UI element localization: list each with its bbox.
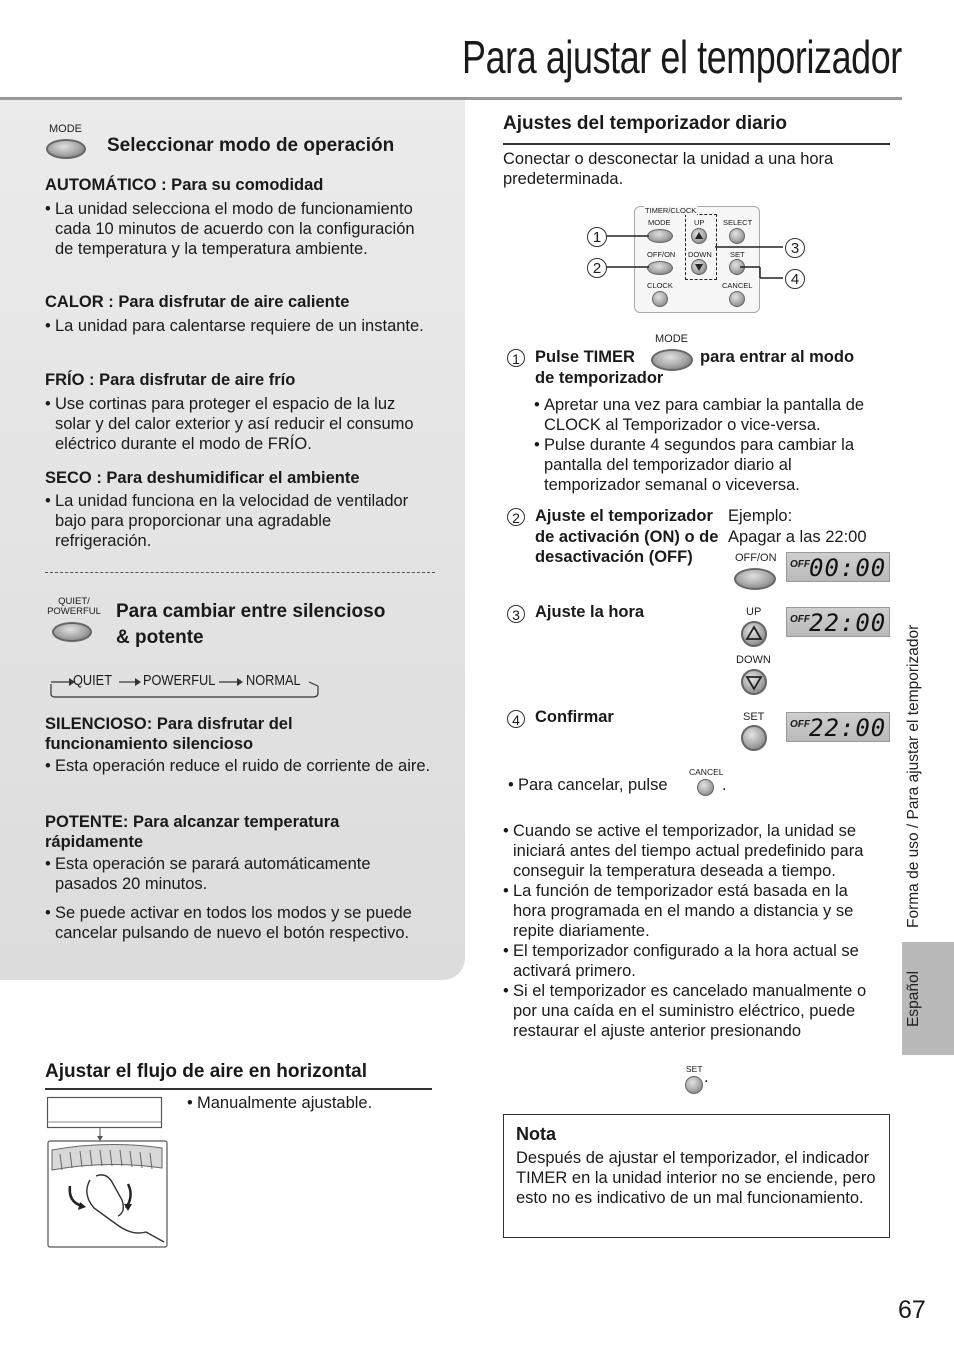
- step3-up-label: UP: [746, 606, 762, 618]
- step3-number: 3: [507, 605, 525, 623]
- timer-note: • La función de temporizador está basada en la hora programada en el mando a distancia y se repite diariamente.: [503, 881, 885, 941]
- auto-title: AUTOMÁTICO : Para su comodidad: [45, 176, 324, 194]
- quiet-heading-line1: Para cambiar entre silencioso: [116, 601, 386, 622]
- callout-3: 3: [785, 238, 805, 258]
- set-small-label: SET: [686, 1064, 703, 1074]
- mode-button-icon: [46, 139, 86, 159]
- timer-note: • El temporizador configurado a la hora actual se activará primero.: [503, 941, 885, 981]
- lcd-off-indicator: OFF: [790, 719, 810, 730]
- quiet-heading-line2: & potente: [116, 627, 204, 648]
- heat-list: [45, 316, 425, 336]
- step2-example-2: Apagar a las 22:00: [728, 528, 867, 546]
- lcd-display-step2: [786, 552, 890, 582]
- airflow-list: [187, 1093, 427, 1113]
- airflow-illustration: [46, 1096, 170, 1250]
- step1-bullet: • Apretar una vez para cambiar la pantalla de CLOCK al Temporizador o vice-versa.: [534, 395, 884, 435]
- cycle-powerful: POWERFUL: [143, 673, 216, 689]
- cancel-list: [45, 903, 425, 943]
- auto-text: • La unidad selecciona el modo de funcionamiento cada 10 minutos de acuerdo con la configuración de temperatura y la temperatura ambiente.: [45, 199, 425, 259]
- step1-bullet: • Pulse durante 4 segundos para cambiar la pantalla del temporizador diario al temporizador semanal o viceversa.: [534, 435, 884, 495]
- diag-down-label: DOWN: [688, 250, 712, 259]
- airflow-rule: [45, 1088, 432, 1090]
- diagram-callout-lines: [580, 222, 820, 292]
- diag-cancel-button: [729, 291, 745, 307]
- step2-number: 2: [507, 508, 525, 526]
- dry-text: • La unidad funciona en la velocidad de ventilador bajo para proporcionar una agradable refrigeración.: [45, 491, 425, 551]
- language-tab-label: Español: [905, 970, 922, 1027]
- lcd-time: 00:00: [809, 554, 887, 582]
- section-divider: [45, 572, 435, 573]
- diag-clock-label: CLOCK: [647, 281, 673, 290]
- step1-text-b: para entrar al modo: [700, 348, 855, 366]
- mode-section-heading: Seleccionar modo de operación: [107, 135, 395, 156]
- quiet-cancel-text: • Se puede activar en todos los modos y se puede cancelar pulsando de nuevo el botón respectivo.: [45, 903, 425, 943]
- dry-list: [45, 491, 425, 551]
- step1-number: 1: [507, 349, 525, 367]
- quiet-powerful-button-icon: [52, 622, 92, 642]
- lcd-off-indicator: OFF: [790, 614, 810, 625]
- page-number: 67: [898, 1296, 926, 1324]
- step4-title: Confirmar: [535, 708, 614, 726]
- step2-title: Ajuste el temporizador de activación (ON) o de desactivación (OFF): [535, 507, 719, 566]
- airflow-heading: Ajustar el flujo de aire en horizontal: [45, 1061, 367, 1082]
- step3-down-label: DOWN: [736, 654, 771, 666]
- step4-set-label: SET: [743, 711, 765, 723]
- cancel-button-icon: [697, 779, 714, 796]
- timer-heading: Ajustes del temporizador diario: [503, 113, 787, 134]
- offon-button-icon: [734, 568, 776, 590]
- page-title: Para ajustar el temporizador: [462, 31, 902, 83]
- mode-button-label: MODE: [49, 123, 82, 135]
- airflow-text: • Manualmente ajustable.: [187, 1093, 427, 1113]
- set-small-button-icon: [685, 1076, 703, 1094]
- diag-set-label: SET: [730, 250, 745, 259]
- cycle-quiet: QUIET: [73, 673, 112, 689]
- diag-cancel-label: CANCEL: [722, 281, 753, 290]
- nota-title: Nota: [516, 1124, 556, 1144]
- timer-note: • Cuando se active el temporizador, la unidad se iniciará antes del tiempo actual predefinido para conseguir la temperatura deseada a tiempo.: [503, 821, 885, 881]
- step1-text-c: de temporizador: [535, 369, 664, 387]
- step3-title: Ajuste la hora: [535, 603, 645, 621]
- quiet-label-line1: QUIET/: [58, 596, 90, 607]
- nota-text: Después de ajustar el temporizador, el indicador TIMER en la unidad interior no se enciende, pero esto no es indicativo de un mal funcionamiento.: [516, 1149, 876, 1207]
- lcd-display-step4: [786, 712, 890, 742]
- powerful-list: [45, 854, 425, 894]
- lcd-time: 22:00: [809, 609, 887, 637]
- notes-period: .: [704, 1068, 709, 1086]
- dry-title: SECO : Para deshumidificar el ambiente: [45, 469, 360, 487]
- diag-up-label: UP: [694, 218, 705, 227]
- timer-rule: [503, 143, 890, 145]
- step2-offon-label: OFF/ON: [735, 552, 777, 564]
- timer-intro: Conectar o desconectar la unidad a una hora predeterminada.: [503, 150, 834, 188]
- cycle-normal: NORMAL: [246, 673, 301, 689]
- diag-mode-label: MODE: [648, 218, 671, 227]
- diag-clock-button: [652, 291, 668, 307]
- step2-example-1: Ejemplo:: [728, 507, 793, 525]
- step1-mode-label: MODE: [655, 333, 688, 345]
- heat-title: CALOR : Para disfrutar de aire caliente: [45, 293, 350, 311]
- side-breadcrumb: Forma de uso / Para ajustar el temporizador: [905, 624, 922, 928]
- lcd-time: 22:00: [809, 714, 887, 742]
- quiet-text: • Esta operación reduce el ruido de corriente de aire.: [45, 756, 435, 776]
- cancel-note: • Para cancelar, pulse: [508, 775, 708, 795]
- set-button-icon: [741, 725, 767, 751]
- cancel-note-list: [508, 775, 708, 795]
- lcd-display-step3: [786, 607, 890, 637]
- cancel-small-label: CANCEL: [689, 767, 724, 777]
- step1-bullets: [534, 395, 884, 495]
- timer-clock-label: TIMER/CLOCK: [645, 206, 697, 215]
- timer-mode-button-icon: [651, 349, 693, 371]
- lcd-off-indicator: OFF: [790, 559, 810, 570]
- quiet-button-label: [45, 597, 103, 617]
- quiet-list: [45, 756, 435, 776]
- powerful-title: POTENTE: Para alcanzar temperatura rápidamente: [45, 813, 340, 851]
- callout-4: 4: [785, 269, 805, 289]
- timer-note: • Si el temporizador es cancelado manualmente o por una caída en el suministro eléctrico, puede restaurar el ajuste anterior presionando: [503, 981, 885, 1041]
- powerful-text: • Esta operación se parará automáticamente pasados 20 minutos.: [45, 854, 425, 894]
- step4-number: 4: [507, 710, 525, 728]
- down-arrow-icon: [744, 672, 764, 692]
- auto-list: [45, 199, 425, 259]
- up-arrow-icon: [744, 624, 764, 644]
- quiet-section-heading: [116, 599, 385, 651]
- step1-text-a: Pulse TIMER: [535, 348, 635, 366]
- heat-text: • La unidad para calentarse requiere de un instante.: [45, 316, 425, 336]
- callout-2: 2: [587, 258, 607, 278]
- diag-select-label: SELECT: [723, 218, 753, 227]
- diag-offon-label: OFF/ON: [647, 250, 676, 259]
- cool-text: • Use cortinas para proteger el espacio de la luz solar y del calor exterior y así reducir el consumo eléctrico durante el modo de FRÍO.: [45, 394, 430, 454]
- cancel-period: .: [722, 776, 727, 794]
- callout-1: 1: [587, 227, 607, 247]
- quiet-title: SILENCIOSO: Para disfrutar del funcionamiento silencioso: [45, 715, 293, 753]
- cool-list: [45, 394, 430, 454]
- quiet-label-line2: POWERFUL: [47, 606, 101, 617]
- cool-title: FRÍO : Para disfrutar de aire frío: [45, 371, 296, 389]
- timer-notes-list: [503, 821, 885, 1041]
